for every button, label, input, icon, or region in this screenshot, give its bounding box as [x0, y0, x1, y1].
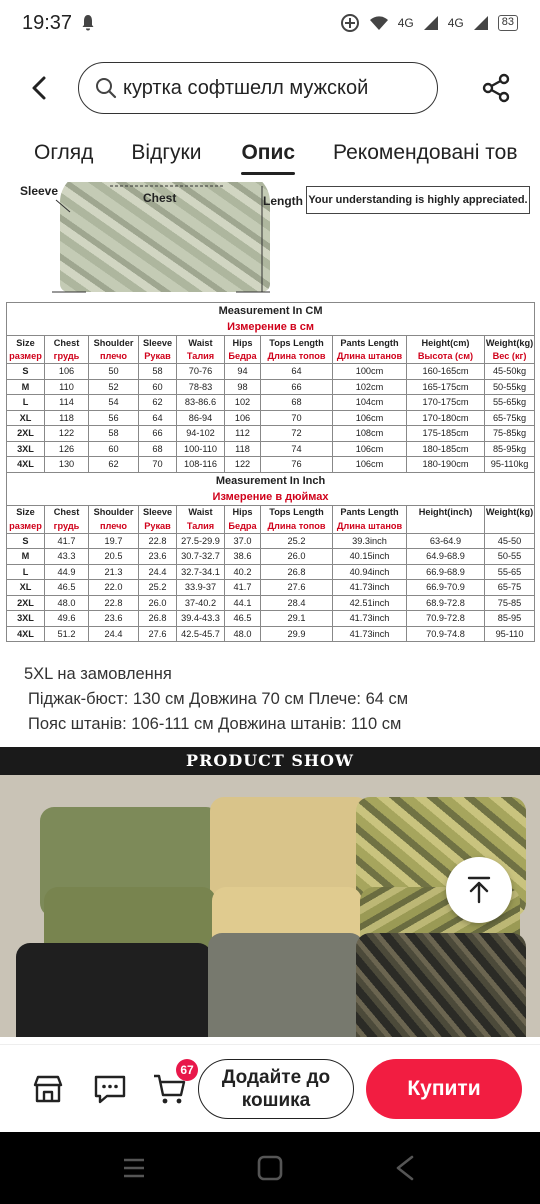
table-title: Measurement In Inch [7, 472, 535, 489]
table-cell: 62 [89, 457, 139, 473]
back-arrow-icon [30, 75, 48, 101]
garment-dark-camo-jacket [356, 933, 526, 1037]
column-header-ru: Длина топов [261, 350, 333, 364]
table-cell: L [7, 395, 45, 411]
table-cell: 3XL [7, 611, 45, 627]
table-cell: 40.15inch [333, 549, 407, 565]
column-header: Waist [177, 336, 225, 350]
store-icon[interactable] [30, 1071, 66, 1107]
table-cell: 100-110 [177, 441, 225, 457]
desc-line-2: Піджак-бюст: 130 см Довжина 70 см Плече: 64 см [28, 690, 409, 708]
column-header: Tops Length [261, 505, 333, 519]
nav-back-icon[interactable] [390, 1154, 422, 1182]
table-title: Measurement In CM [7, 303, 535, 320]
column-header: Size [7, 336, 45, 350]
table-cell: 22.8 [139, 533, 177, 549]
table-cell: 106 [225, 410, 261, 426]
table-cell: 85-95 [485, 611, 535, 627]
table-cell: 54 [89, 395, 139, 411]
table-cell: 44.1 [225, 595, 261, 611]
search-query: куртка софтшелл мужской [123, 76, 369, 99]
table-cell: 110 [45, 379, 89, 395]
table-cell: 51.2 [45, 626, 89, 642]
chat-icon[interactable] [92, 1071, 128, 1107]
table-cell: 24.4 [89, 626, 139, 642]
table-cell: 52 [89, 379, 139, 395]
column-header: Chest [45, 336, 89, 350]
signal-icon-1 [422, 15, 440, 31]
table-cell: 72 [261, 426, 333, 442]
table-row [7, 564, 535, 580]
column-header-ru: Талия [177, 519, 225, 533]
table-cell: 68.9-72.8 [407, 595, 485, 611]
table-title-row [7, 303, 535, 320]
table-cell: 66.9-68.9 [407, 564, 485, 580]
table-cell: 78-83 [177, 379, 225, 395]
table-cell: 19.7 [89, 533, 139, 549]
table-row [7, 441, 535, 457]
signal-icon-2 [472, 15, 490, 31]
table-cell: 108cm [333, 426, 407, 442]
add-to-cart-label-line1: Додайте до [221, 1067, 331, 1088]
table-cell: 48.0 [225, 626, 261, 642]
table-cell: 95-110 [485, 626, 535, 642]
table-cell: 175-185cm [407, 426, 485, 442]
description-text [0, 642, 540, 737]
table-cell: 112 [225, 426, 261, 442]
table-cell: 22.8 [89, 595, 139, 611]
column-header: Weight(kg) [485, 505, 535, 519]
table-cell: 46.5 [45, 580, 89, 596]
table-cell: M [7, 379, 45, 395]
share-icon[interactable] [480, 72, 512, 104]
table-row [7, 595, 535, 611]
table-row [7, 611, 535, 627]
column-header-ru: Длина топов [261, 519, 333, 533]
table-cell: 100cm [333, 364, 407, 380]
column-header: Waist [177, 505, 225, 519]
table-title-ru: Измерение в дюймах [7, 489, 535, 505]
column-header-ru: размер [7, 519, 45, 533]
recent-apps-icon[interactable] [118, 1154, 150, 1182]
table-cell: 108-116 [177, 457, 225, 473]
table-cell: 122 [225, 457, 261, 473]
table-cell: 26.8 [261, 564, 333, 580]
column-header-ru: Бедра [225, 519, 261, 533]
tab-bar [0, 132, 540, 180]
table-row [7, 533, 535, 549]
table-cell: 114 [45, 395, 89, 411]
home-icon[interactable] [254, 1154, 286, 1182]
cart-count-badge: 67 [176, 1059, 198, 1081]
table-cell: 41.7 [45, 533, 89, 549]
table-cell: 25.2 [139, 580, 177, 596]
column-header-ru [407, 519, 485, 533]
product-show-banner: PRODUCT SHOW [0, 747, 540, 775]
status-bar [0, 0, 540, 46]
table-row [7, 549, 535, 565]
product-show-image [0, 747, 540, 1037]
table-cell: 65-75kg [485, 410, 535, 426]
table-cell: 26.0 [139, 595, 177, 611]
size-figure [0, 182, 540, 302]
table-cell: 122 [45, 426, 89, 442]
table-cell: 170-180cm [407, 410, 485, 426]
table-cell: 3XL [7, 441, 45, 457]
table-cell: 20.5 [89, 549, 139, 565]
table-cell: 41.73inch [333, 626, 407, 642]
table-row [7, 364, 535, 380]
table-cell: 25.2 [261, 533, 333, 549]
table-cell: 94-102 [177, 426, 225, 442]
data-saver-icon [340, 13, 360, 33]
table-cell: 66 [139, 426, 177, 442]
table-cell: 50-55 [485, 549, 535, 565]
table-cell: 66.9-70.9 [407, 580, 485, 596]
table-title-row [7, 472, 535, 489]
table-cell: 41.73inch [333, 611, 407, 627]
table-cell: 106cm [333, 441, 407, 457]
table-cell: 37-40.2 [177, 595, 225, 611]
table-cell: 102cm [333, 379, 407, 395]
table-cell: 40.2 [225, 564, 261, 580]
table-cell: 46.5 [225, 611, 261, 627]
table-cell: 39.4-43.3 [177, 611, 225, 627]
column-header: Sleeve [139, 505, 177, 519]
table-cell: 106cm [333, 457, 407, 473]
table-cell: 126 [45, 441, 89, 457]
table-cell: 45-50 [485, 533, 535, 549]
buy-now-button[interactable]: Купити [366, 1059, 522, 1119]
column-header: Hips [225, 336, 261, 350]
wifi-icon [368, 14, 390, 32]
table-cell: 106 [45, 364, 89, 380]
table-cell: 24.4 [139, 564, 177, 580]
table-cell: 21.3 [89, 564, 139, 580]
table-row [7, 580, 535, 596]
table-row [7, 395, 535, 411]
table-cell: 30.7-32.7 [177, 549, 225, 565]
column-header: Height(cm) [407, 336, 485, 350]
table-cell: 4XL [7, 457, 45, 473]
search-input[interactable] [78, 62, 438, 114]
table-cell: 68 [261, 395, 333, 411]
table-cell: 29.9 [261, 626, 333, 642]
table-cell: 2XL [7, 426, 45, 442]
table-cell: 27.6 [261, 580, 333, 596]
column-header-ru: Длина штанов [333, 519, 407, 533]
status-time: 19:37 [22, 11, 73, 34]
notification-icon [82, 14, 94, 32]
column-header-ru: Рукав [139, 350, 177, 364]
table-cell: 44.9 [45, 564, 89, 580]
network-type-1: 4G [397, 16, 414, 30]
column-header: Hips [225, 505, 261, 519]
garment-grey-jacket [208, 933, 364, 1037]
column-header-ru [485, 519, 535, 533]
table-cell: 70.9-74.8 [407, 626, 485, 642]
table-cell: 104cm [333, 395, 407, 411]
table-cell: 68 [139, 441, 177, 457]
description-content[interactable] [0, 182, 540, 1044]
table-cell: 49.6 [45, 611, 89, 627]
column-header: Pants Length [333, 336, 407, 350]
table-cell: 4XL [7, 626, 45, 642]
column-header-ru: Рукав [139, 519, 177, 533]
desc-line-1: 5XL на замовлення [24, 665, 172, 683]
table-row [7, 379, 535, 395]
table-cell: 39.3inch [333, 533, 407, 549]
table-cell: 58 [139, 364, 177, 380]
table-cell: 76 [261, 457, 333, 473]
table-cell: M [7, 549, 45, 565]
table-header-row [7, 505, 535, 519]
table-header-ru-row [7, 350, 535, 364]
arrow-up-icon [466, 876, 492, 904]
table-row [7, 626, 535, 642]
table-cell: 41.73inch [333, 580, 407, 596]
table-cell: 75-85kg [485, 426, 535, 442]
tab-recommended[interactable]: Рекомендовані тов [333, 141, 518, 164]
scroll-to-top-button[interactable] [446, 857, 512, 923]
column-header-ru: Длина штанов [333, 350, 407, 364]
column-header: Height(inch) [407, 505, 485, 519]
chest-label: Chest [143, 191, 177, 205]
column-header-ru: размер [7, 350, 45, 364]
table-cell: 64 [261, 364, 333, 380]
table-cell: 66 [261, 379, 333, 395]
table-cell: XL [7, 580, 45, 596]
size-table [6, 302, 535, 642]
table-row [7, 410, 535, 426]
add-to-cart-label-line2: кошика [241, 1090, 311, 1111]
table-cell: 27.6 [139, 626, 177, 642]
table-cell: 118 [225, 441, 261, 457]
table-cell: 55-65kg [485, 395, 535, 411]
table-cell: 43.3 [45, 549, 89, 565]
table-cell: 94 [225, 364, 261, 380]
table-cell: 62 [139, 395, 177, 411]
table-cell: 85-95kg [485, 441, 535, 457]
table-cell: 28.4 [261, 595, 333, 611]
table-cell: 58 [89, 426, 139, 442]
column-header-ru: плечо [89, 350, 139, 364]
table-header-ru-row [7, 519, 535, 533]
table-cell: 64.9-68.9 [407, 549, 485, 565]
table-cell: 32.7-34.1 [177, 564, 225, 580]
column-header: Tops Length [261, 336, 333, 350]
column-header-ru: Бедра [225, 350, 261, 364]
table-cell: L [7, 564, 45, 580]
table-cell: 83-86.6 [177, 395, 225, 411]
table-cell: 106cm [333, 410, 407, 426]
table-cell: 130 [45, 457, 89, 473]
table-cell: 64 [139, 410, 177, 426]
table-cell: 22.0 [89, 580, 139, 596]
table-cell: 26.0 [261, 549, 333, 565]
battery-icon: 83 [498, 15, 518, 31]
table-cell: 180-190cm [407, 457, 485, 473]
column-header-ru: плечо [89, 519, 139, 533]
column-header-ru: Талия [177, 350, 225, 364]
table-cell: 118 [45, 410, 89, 426]
table-cell: XL [7, 410, 45, 426]
table-title-ru: Измерение в см [7, 320, 535, 336]
table-cell: 50-55kg [485, 379, 535, 395]
system-nav-bar [0, 1132, 540, 1204]
bottom-action-bar [0, 1044, 540, 1132]
column-header: Shoulder [89, 336, 139, 350]
table-cell: 70.9-72.8 [407, 611, 485, 627]
table-cell: 70-76 [177, 364, 225, 380]
back-button[interactable] [24, 68, 54, 108]
tab-overview[interactable]: Огляд [34, 141, 94, 164]
table-cell: 50 [89, 364, 139, 380]
table-cell: 63-64.9 [407, 533, 485, 549]
table-cell: 38.6 [225, 549, 261, 565]
table-cell: 102 [225, 395, 261, 411]
table-header-row [7, 336, 535, 350]
table-cell: 98 [225, 379, 261, 395]
sleeve-label: Sleeve [20, 184, 59, 198]
table-cell: 37.0 [225, 533, 261, 549]
column-header: Weight(kg) [485, 336, 535, 350]
column-header: Sleeve [139, 336, 177, 350]
table-cell: 41.7 [225, 580, 261, 596]
table-cell: 65-75 [485, 580, 535, 596]
table-cell: 74 [261, 441, 333, 457]
note-box: Your understanding is highly appreciated. [306, 186, 530, 214]
table-cell: 45-50kg [485, 364, 535, 380]
tab-reviews[interactable]: Відгуки [131, 141, 202, 164]
table-row [7, 457, 535, 473]
table-title-ru-row [7, 320, 535, 336]
length-label: Length [263, 194, 303, 208]
table-cell: 86-94 [177, 410, 225, 426]
column-header: Chest [45, 505, 89, 519]
table-cell: 70 [139, 457, 177, 473]
table-cell: 29.1 [261, 611, 333, 627]
column-header-ru: грудь [45, 519, 89, 533]
table-cell: 170-175cm [407, 395, 485, 411]
table-cell: S [7, 533, 45, 549]
column-header-ru: Высота (см) [407, 350, 485, 364]
desc-line-3: Пояс штанів: 106-111 см Довжина штанів: 110 см [28, 715, 402, 733]
tab-description[interactable]: Опис [241, 141, 295, 171]
table-cell: 70 [261, 410, 333, 426]
table-cell: 33.9-37 [177, 580, 225, 596]
table-cell: 23.6 [89, 611, 139, 627]
table-cell: 42.5-45.7 [177, 626, 225, 642]
table-cell: 60 [139, 379, 177, 395]
table-cell: 95-110kg [485, 457, 535, 473]
search-icon [95, 77, 117, 99]
search-header [0, 56, 540, 120]
table-cell: 48.0 [45, 595, 89, 611]
table-cell: 60 [89, 441, 139, 457]
column-header: Shoulder [89, 505, 139, 519]
table-title-ru-row [7, 489, 535, 505]
column-header-ru: грудь [45, 350, 89, 364]
column-header: Pants Length [333, 505, 407, 519]
table-cell: 75-85 [485, 595, 535, 611]
table-row [7, 426, 535, 442]
table-cell: S [7, 364, 45, 380]
network-type-2: 4G [447, 16, 464, 30]
table-cell: 55-65 [485, 564, 535, 580]
add-to-cart-button[interactable] [198, 1059, 354, 1119]
table-cell: 180-185cm [407, 441, 485, 457]
table-cell: 26.8 [139, 611, 177, 627]
table-cell: 40.94inch [333, 564, 407, 580]
column-header-ru: Вес (кг) [485, 350, 535, 364]
table-cell: 23.6 [139, 549, 177, 565]
column-header: Size [7, 505, 45, 519]
table-cell: 42.51inch [333, 595, 407, 611]
table-cell: 160-165cm [407, 364, 485, 380]
garment-black-jacket [16, 943, 212, 1037]
table-cell: 27.5-29.9 [177, 533, 225, 549]
table-cell: 165-175cm [407, 379, 485, 395]
table-cell: 2XL [7, 595, 45, 611]
table-cell: 56 [89, 410, 139, 426]
